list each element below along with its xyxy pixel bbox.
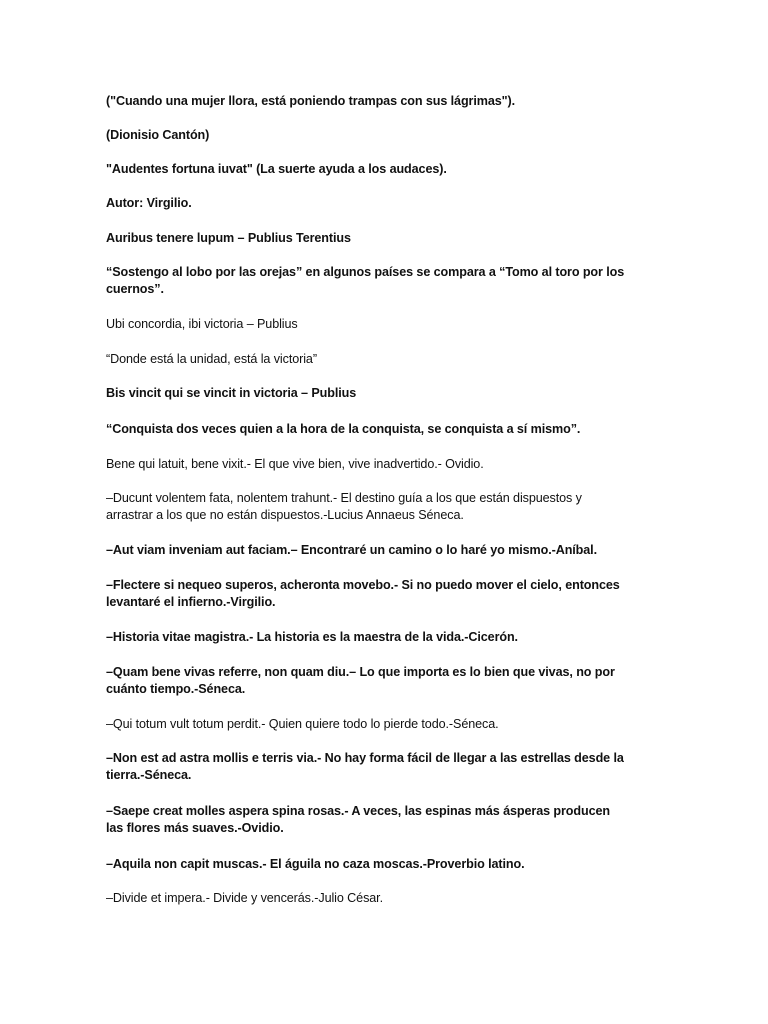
quote-paragraph-10: “Conquista dos veces quien a la hora de la conquista, se conquista a sí mismo”.	[106, 422, 581, 436]
quote-paragraph-3: "Audentes fortuna iuvat" (La suerte ayuda a los audaces).	[106, 162, 447, 176]
quote-paragraph-20: –Aquila non capit muscas.- El águila no caza moscas.-Proverbio latino.	[106, 857, 525, 871]
quote-paragraph-8: “Donde está la unidad, está la victoria”	[106, 352, 317, 366]
quote-paragraph-9: Bis vincit qui se vincit in victoria – Publius	[106, 386, 357, 400]
quote-paragraph-14: –Flectere si nequeo superos, acheronta movebo.- Si no puedo mover el cielo, entonces levantaré el infierno.-Virgilio.	[106, 578, 620, 609]
quote-paragraph-19: –Saepe creat molles aspera spina rosas.- A veces, las espinas más ásperas producen las flores más suaves.-Ovidio.	[106, 804, 610, 835]
quote-paragraph-1: ("Cuando una mujer llora, está poniendo trampas con sus lágrimas").	[106, 94, 516, 108]
quote-paragraph-7: Ubi concordia, ibi victoria – Publius	[106, 317, 298, 331]
quote-paragraph-4: Autor: Virgilio.	[106, 196, 192, 210]
quote-paragraph-11: Bene qui latuit, bene vixit.- El que vive bien, vive inadvertido.- Ovidio.	[106, 457, 484, 471]
quote-paragraph-17: –Qui totum vult totum perdit.- Quien quiere todo lo pierde todo.-Séneca.	[106, 717, 499, 731]
quote-paragraph-5: Auribus tenere lupum – Publius Terentius	[106, 231, 351, 245]
quote-paragraph-2: (Dionisio Cantón)	[106, 128, 210, 142]
quote-paragraph-21: –Divide et impera.- Divide y vencerás.-Julio César.	[106, 891, 383, 905]
quote-paragraph-15: –Historia vitae magistra.- La historia es la maestra de la vida.-Cicerón.	[106, 630, 518, 644]
quote-paragraph-12: –Ducunt volentem fata, nolentem trahunt.- El destino guía a los que están dispuestos y arrastrar a los que no están dispuestos.-Lucius Annaeus Séneca.	[106, 491, 582, 522]
quote-paragraph-13: –Aut viam inveniam aut faciam.– Encontraré un camino o lo haré yo mismo.-Aníbal.	[106, 543, 597, 557]
quote-paragraph-16: –Quam bene vivas referre, non quam diu.– Lo que importa es lo bien que vivas, no por cuánto tiempo.-Séneca.	[106, 665, 615, 696]
quote-paragraph-18: –Non est ad astra mollis e terris via.- No hay forma fácil de llegar a las estrellas desde la tierra.-Séneca.	[106, 751, 624, 782]
quote-paragraph-6: “Sostengo al lobo por las orejas” en algunos países se compara a “Tomo al toro por los cuernos”.	[106, 265, 625, 296]
